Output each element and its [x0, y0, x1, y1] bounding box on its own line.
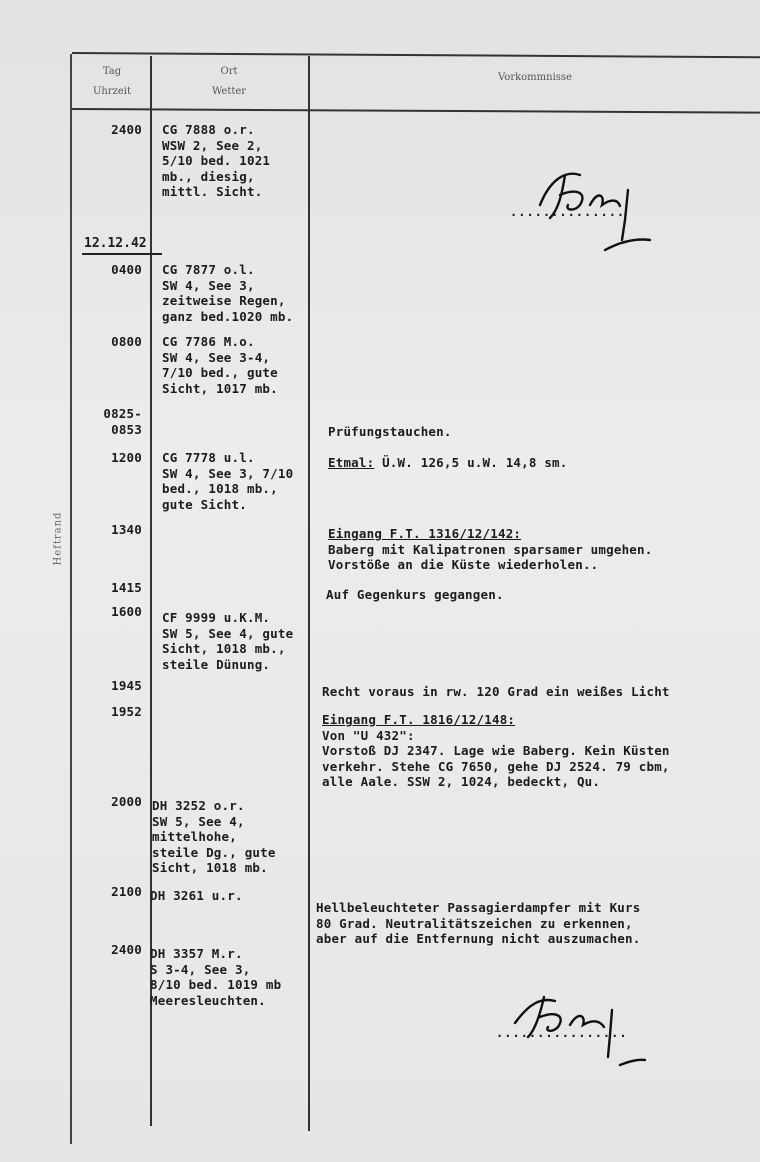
commander-signature-2 — [500, 975, 670, 1075]
entry-time: 2400 — [111, 942, 142, 957]
date-heading: 12.12.42 — [84, 236, 147, 251]
signature-line: .............. — [510, 205, 626, 219]
entry-event: Prüfungstauchen. — [328, 424, 452, 439]
entry-location-weather: CF 9999 u.K.M. SW 5, See 4, gute Sicht, 1018 mb., steile Dünung. — [162, 610, 294, 672]
frame-left-rule — [70, 54, 72, 1144]
header-time-line2: Uhrzeit — [92, 86, 132, 97]
entry-location-weather: CG 7778 u.l. SW 4, See 3, 7/10 bed., 1018 mb., gute Sicht. — [162, 450, 294, 512]
date-underline — [82, 253, 162, 255]
column-divider-2 — [308, 56, 310, 1131]
entry-time: 1415 — [111, 580, 142, 595]
margin-label: Heftrand — [52, 511, 64, 566]
entry-location-weather: DH 3261 u.r. — [150, 888, 243, 903]
signature-line-2: ................ — [496, 1026, 628, 1040]
event-text: Von "U 432": Vorstoß DJ 2347. Lage wie Baberg. Kein Küsten verkehr. Stehe CG 7650, gehe DJ 2524. 79 cbm, alle Aale. SSW 2, 1024, bedeckt, Qu. — [322, 727, 670, 789]
entry-time: 0800 — [111, 334, 142, 349]
header-events: Vorkommnisse — [498, 72, 572, 83]
entry-time: 1200 — [111, 450, 142, 465]
header-location-line2: Wetter — [211, 86, 247, 97]
entry-time: 2000 — [111, 794, 142, 809]
entry-time: 1945 — [111, 678, 142, 693]
event-heading: Eingang F.T. 1816/12/148: — [322, 712, 516, 727]
entry-time: 1600 — [111, 604, 142, 619]
entry-location-weather: CG 7877 o.l. SW 4, See 3, zeitweise Regen, ganz bed.1020 mb. — [162, 262, 294, 324]
entry-event — [322, 712, 670, 790]
event-heading: Eingang F.T. 1316/12/142: — [328, 526, 522, 541]
entry-location-weather: DH 3252 o.r. SW 5, See 4, mittelhohe, steile Dg., gute Sicht, 1018 mb. — [152, 798, 276, 875]
header-rule — [72, 108, 760, 114]
header-location — [152, 62, 306, 102]
entry-time: 0400 — [111, 262, 142, 277]
entry-event: Auf Gegenkurs gegangen. — [326, 587, 504, 602]
entry-event: Recht voraus in rw. 120 Grad ein weißes Licht — [322, 684, 670, 699]
entry-time: 0825- 0853 — [103, 406, 142, 437]
entry-event — [328, 455, 568, 471]
header-time — [76, 62, 148, 102]
entry-time: 1340 — [111, 522, 142, 537]
event-text: Ü.W. 126,5 u.W. 14,8 sm. — [374, 455, 568, 470]
entry-time: 2400 — [111, 122, 142, 137]
entry-location-weather: CG 7888 o.r. WSW 2, See 2, 5/10 bed. 1021 mb., diesig, mittl. Sicht. — [162, 122, 271, 199]
event-text: Baberg mit Kalipatronen sparsamer umgehen. Vorstöße an die Küste wiederholen.. — [328, 541, 653, 572]
entry-event — [328, 526, 652, 573]
entry-location-weather: CG 7786 M.o. SW 4, See 3-4, 7/10 bed., gute Sicht, 1017 mb. — [162, 334, 278, 396]
entry-event: Hellbeleuchteter Passagierdampfer mit Kurs 80 Grad. Neutralitätszeichen zu erkennen, aber auf die Entfernung nicht auszumachen. — [316, 900, 641, 946]
frame-top-rule — [72, 52, 760, 58]
entry-time: 1952 — [111, 704, 142, 719]
entry-location-weather: DH 3357 M.r. S 3-4, See 3, 8/10 bed. 1019 mb Meeresleuchten. — [150, 946, 282, 1008]
commander-signature — [510, 150, 680, 260]
header-location-line1: Ort — [220, 66, 238, 77]
header-time-line1: Tag — [102, 66, 122, 77]
entry-time: 2100 — [111, 884, 142, 899]
event-heading: Etmal: — [328, 455, 375, 470]
